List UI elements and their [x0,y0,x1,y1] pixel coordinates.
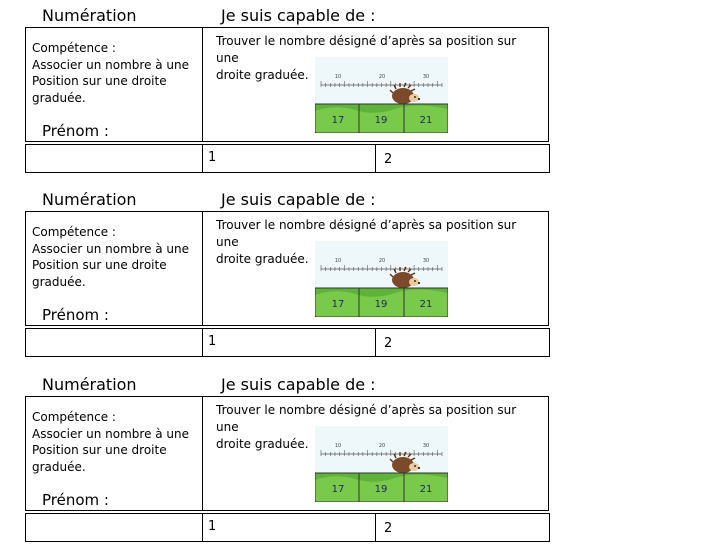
divider [375,145,376,172]
card-title: Numération [42,375,137,394]
number-line-icon [315,426,448,502]
ruler-label: 10 [334,74,342,80]
competence-text: Compétence : Associer un nombre à une Position sur une droite graduée. [32,41,190,105]
divider [202,329,203,356]
number-line-icon [315,241,448,317]
number-line-picture [315,426,448,502]
skill-description: Trouver le nombre désigné d’après sa position sur une droite graduée. [216,403,517,451]
answer-box [25,328,550,357]
skill-description: Trouver le nombre désigné d’après sa position sur une droite graduée. [216,34,517,82]
cell-label: 21 [419,484,433,495]
number-line-icon [315,57,448,133]
cell-label: 19 [374,299,388,310]
cell-label: 19 [374,484,388,495]
answer-number-2: 2 [384,152,393,167]
capable-title: Je suis capable de : [221,190,376,209]
evaluation-card [0,184,720,368]
cell-label: 21 [419,299,433,310]
cell-label: 19 [374,115,388,126]
cell-label: 21 [419,115,433,126]
divider [202,145,203,172]
skill-description: Trouver le nombre désigné d’après sa position sur une droite graduée. [216,218,517,266]
divider [202,397,203,510]
ruler-label: 30 [422,74,430,80]
ruler-label: 30 [422,443,430,449]
answer-number-1: 1 [208,334,217,349]
ruler-label: 30 [422,258,430,264]
cell-label: 17 [331,115,345,126]
divider [375,514,376,541]
ruler-label: 20 [378,258,386,264]
ruler-label: 10 [334,258,342,264]
divider [202,212,203,325]
divider [375,329,376,356]
prenom-label: Prénom : [42,306,109,324]
answer-number-1: 1 [208,519,217,534]
divider [202,28,203,141]
cell-label: 17 [331,299,345,310]
answer-number-2: 2 [384,336,393,351]
ruler-label: 10 [334,443,342,449]
card-title: Numération [42,6,137,25]
divider [202,514,203,541]
competence-text: Compétence : Associer un nombre à une Position sur une droite graduée. [32,410,190,474]
prenom-label: Prénom : [42,491,109,509]
number-line-picture [315,57,448,133]
evaluation-card [0,369,720,553]
ruler-label: 20 [378,74,386,80]
answer-box [25,144,550,173]
competence-text: Compétence : Associer un nombre à une Position sur une droite graduée. [32,225,190,289]
evaluation-card [0,0,720,184]
capable-title: Je suis capable de : [221,375,376,394]
prenom-label: Prénom : [42,122,109,140]
answer-number-1: 1 [208,150,217,165]
number-line-picture [315,241,448,317]
cell-label: 17 [331,484,345,495]
card-title: Numération [42,190,137,209]
answer-box [25,513,550,542]
answer-number-2: 2 [384,521,393,536]
ruler-label: 20 [378,443,386,449]
capable-title: Je suis capable de : [221,6,376,25]
